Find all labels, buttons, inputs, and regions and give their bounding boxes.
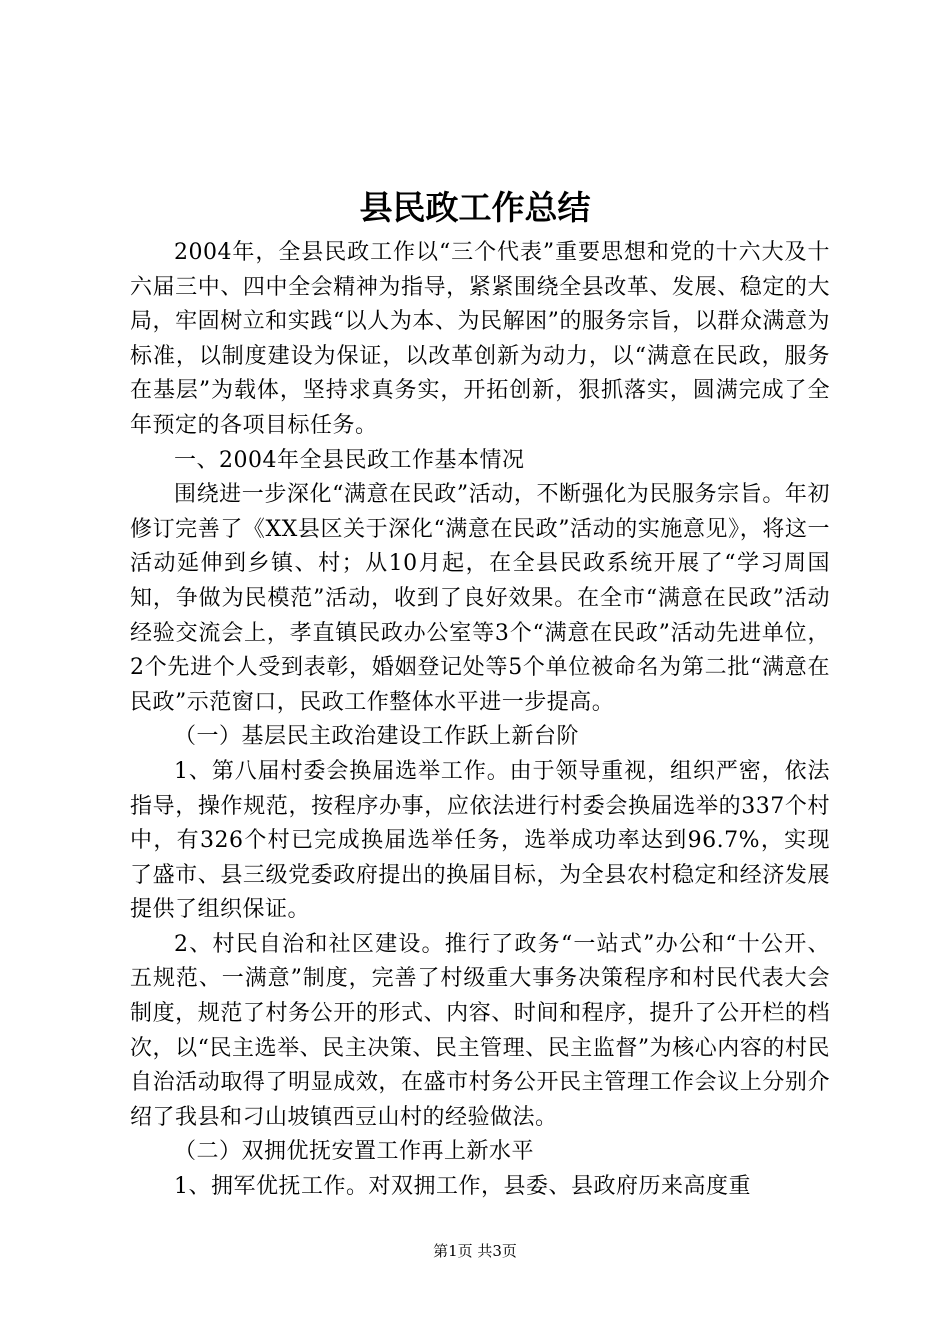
paragraph-satisfaction: 围绕进一步深化“满意在民政”活动，不断强化为民服务宗旨。年初修订完善了《XX县区关于深化“满意在民政”活动的实施意见》，将这一活动延伸到乡镇、村；从10月起，在全县民政系统开展了“学习周国知，争做为民模范”活动，收到了良好效果。在全市“满意在民政”活动经验交流会上，孝直镇民政办公室等3个“满意在民政”活动先进单位，2个先进个人受到表彰，婚姻登记处等5个单位被命名为第二批“满意在民政”示范窗口，民政工作整体水平进一步提高。 — [130, 482, 830, 715]
section-heading-1: 一、2004年全县民政工作基本情况 — [174, 447, 525, 473]
subsection-heading-1: （一）基层民主政治建设工作跃上新台阶 — [174, 724, 580, 750]
page-title: 县民政工作总结 — [359, 188, 591, 227]
paragraph-intro: 2004年，全县民政工作以“三个代表”重要思想和党的十六大及十六届三中、四中全会精神为指导，紧紧围绕全县改革、发展、稳定的大局，牢固树立和实践“以人为本、为民解困”的服务宗旨，以群众满意为标准，以制度建设为保证，以改革创新为动力，以“满意在民政，服务在基层”为载体，坚持求真务实，开拓创新，狠抓落实，圆满完成了全年预定的各项目标任务。 — [130, 240, 830, 438]
subsection-heading-2: （二）双拥优抚安置工作再上新水平 — [174, 1139, 535, 1165]
paragraph-military-support: 1、拥军优抚工作。对双拥工作，县委、县政府历来高度重 — [174, 1174, 751, 1200]
document-body — [130, 236, 830, 1205]
paragraph-village-autonomy: 2、村民自治和社区建设。推行了政务“一站式”办公和“十公开、五规范、一满意”制度，完善了村级重大事务决策程序和村民代表大会制度，规范了村务公开的形式、内容、时间和程序，提升了公开栏的档次，以“民主选举、民主决策、民主管理、民主监督”为核心内容的村民自治活动取得了明显成效，在盛市村务公开民主管理工作会议上分别介绍了我县和刁山坡镇西豆山村的经验做法。 — [130, 931, 830, 1130]
page-footer: 第1页 共3页 — [433, 1242, 517, 1260]
paragraph-election: 1、第八届村委会换届选举工作。由于领导重视，组织严密，依法指导，操作规范，按程序办事，应依法进行村委会换届选举的337个村中，有326个村已完成换届选举任务，选举成功率达到96.7%，实现了盛市、县三级党委政府提出的换届目标，为全县农村稳定和经济发展提供了组织保证。 — [130, 758, 830, 923]
